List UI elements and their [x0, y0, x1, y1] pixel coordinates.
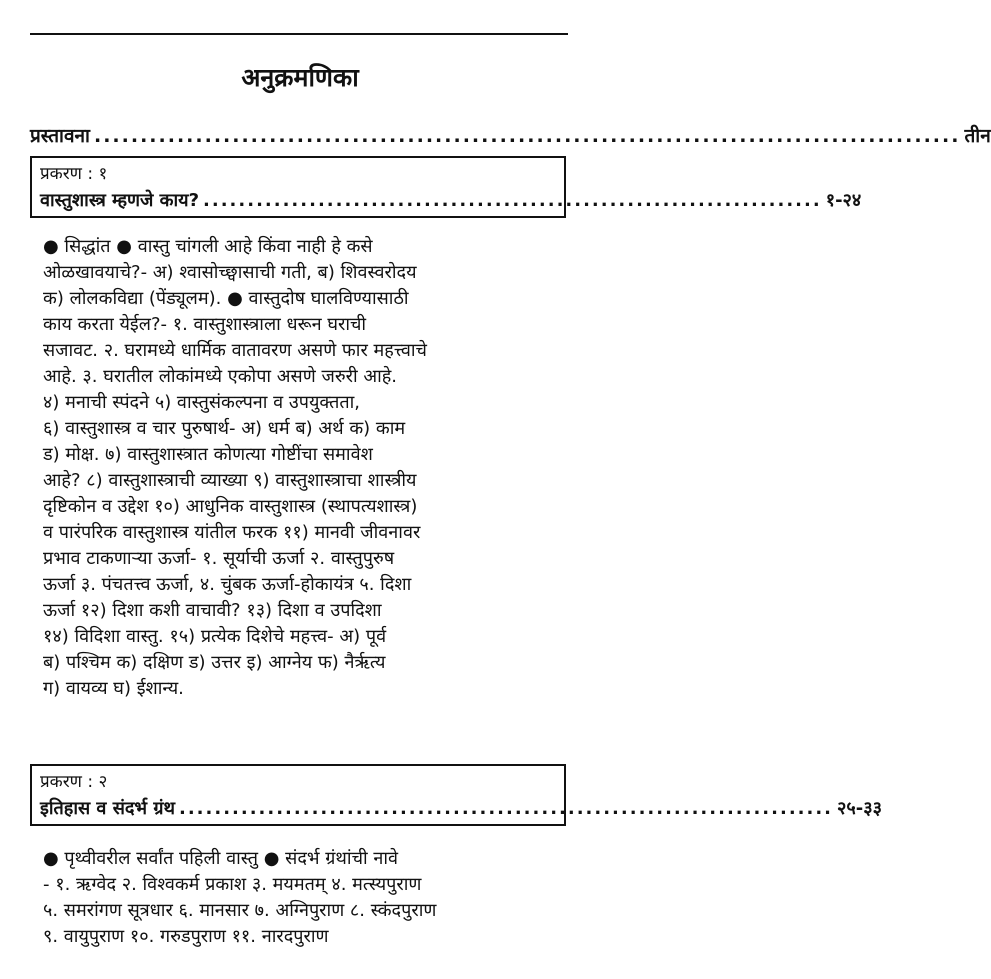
chapter-label: प्रकरण : २: [40, 772, 108, 792]
toc-entry-chapter-1[interactable]: [32, 186, 862, 216]
chapter-title: इतिहास व संदर्भ ग्रंथ: [40, 798, 175, 819]
chapter-label: प्रकरण : १: [40, 164, 108, 184]
chapter-2-summary: ● पृथ्वीवरील सर्वांत पहिली वास्तु ● संदर्भ ग्रंथांची नावे - १. ऋग्वेद २. विश्वकर्म प्रकाश ३. मयमतम् ४. मत्स्यपुराण ५. समरांगण सूत्रधार ६. मानसार ७. अग्निपुराण ८. स्कंदपुराण ९. वायुपुराण १०. गरुडपुराण ११. नारदपुराण: [43, 848, 437, 947]
page-title: अनुक्रमणिका: [241, 63, 359, 92]
chapter-1-summary: ● सिद्धांत ● वास्तु चांगली आहे किंवा नाही हे कसे ओळखावयाचे?- अ) श्वासोच्छ्वासाची गती, ब) शिवस्वरोदय क) लोलकविद्या (पेंड्यूलम). ● वास्तुदोष घालविण्यासाठी काय करता येईल?- १. वास्तुशास्त्राला धरून घराची सजावट. २. घरामध्ये धार्मिक वातावरण असणे फार महत्त्वाचे आहे. ३. घरातील लोकांमध्ये एकोपा असणे जरुरी आहे. ४) मनाची स्पंदने ५) वास्तुसंकल्पना व उपयुक्तता, ६) वास्तुशास्त्र व चार पुरुषार्थ- अ) धर्म ब) अर्थ क) काम ड) मोक्ष. ७) वास्तुशास्त्रात कोणत्या गोष्टींचा समावेश आहे? ८) वास्तुशास्त्राची व्याख्या ९) वास्तुशास्त्राचा शास्त्रीय दृष्टिकोन व उद्देश १०) आधुनिक वास्तुशास्त्र (स्थापत्यशास्त्र) व पारंपरिक वास्तुशास्त्र यांतील फरक ११) मानवी जीवनावर प्रभाव टाकणाऱ्या ऊर्जा- १. सूर्याची ऊर्जा २. वास्तुपुरुष ऊर्जा ३. पंचतत्त्व ऊर्जा, ४. चुंबक ऊर्जा-होकायंत्र ५. दिशा ऊर्जा १२) दिशा कशी वाचावी? १३) दिशा व उपदिशा १४) विदिशा वास्तु. १५) प्रत्येक दिशेचे महत्त्व- अ) पूर्व ब) पश्चिम क) दक्षिण ड) उत्तर इ) आग्नेय फ) नैर्ऋत्य ग) वायव्य घ) ईशान्य.: [43, 236, 427, 699]
toc-page-range: १-२४: [825, 190, 862, 211]
toc-page-number: तीन: [964, 125, 991, 147]
toc-leader-dots: ..............................................................................................: [93, 125, 961, 147]
top-rule: [30, 33, 568, 35]
toc-leader-dots: ..........................................................................: [179, 798, 834, 819]
chapter-title: वास्तुशास्त्र म्हणजे काय?: [40, 190, 200, 211]
toc-entry-label: प्रस्तावना: [30, 125, 90, 147]
toc-entry-chapter-2[interactable]: [32, 794, 882, 824]
chapter-2-box: [30, 764, 882, 826]
chapter-1-box: [30, 156, 862, 218]
toc-entry-preface[interactable]: [30, 122, 991, 148]
toc-leader-dots: ......................................................................: [203, 190, 822, 211]
toc-page-range: २५-३३: [837, 798, 882, 819]
